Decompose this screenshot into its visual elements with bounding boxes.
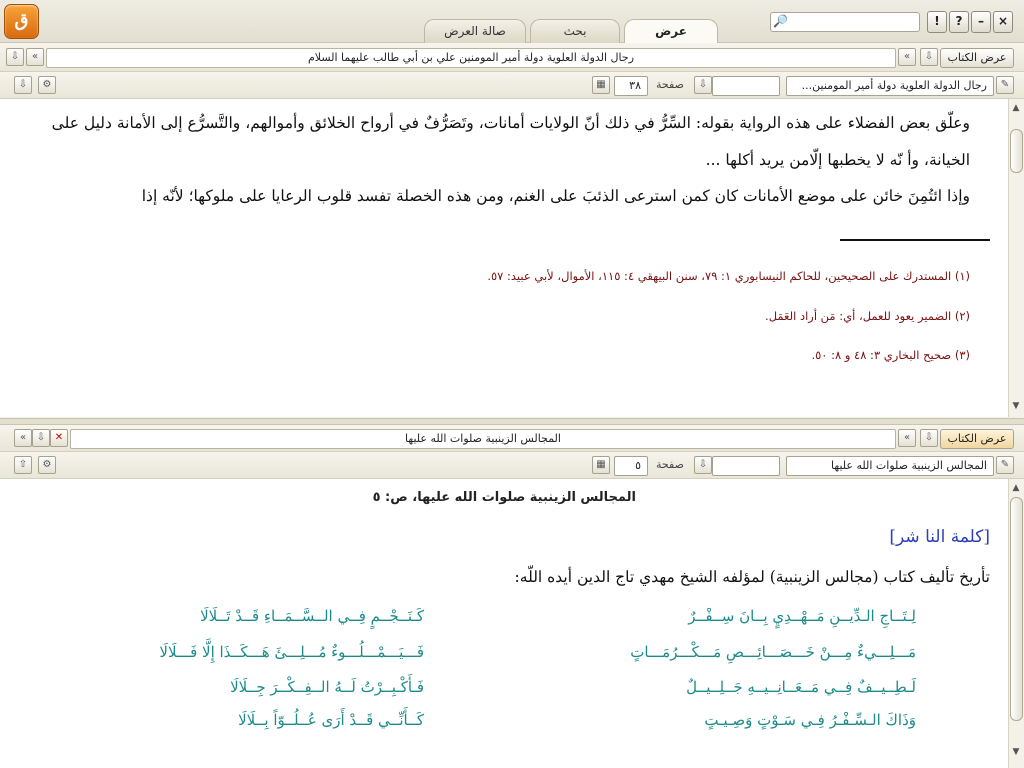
- panel1-page-label: صفحة: [656, 78, 684, 91]
- panel1-paragraph: الخيانة، وأ نّه لا يخطبها إلّامن يريد أكلها ...: [705, 151, 970, 169]
- panel2-close-icon[interactable]: ✕: [50, 429, 68, 447]
- panel1-toolbar: [0, 43, 1024, 72]
- tab-gallery[interactable]: صالة العرض: [424, 19, 526, 43]
- panel2-edit-icon[interactable]: ✎: [996, 456, 1014, 474]
- footnote-separator: [840, 239, 990, 241]
- panel2-toolbar: [0, 425, 1024, 452]
- panel1-edit-icon[interactable]: ✎: [996, 76, 1014, 94]
- panel2-show-book-button[interactable]: عرض الكتاب: [940, 429, 1014, 449]
- tab-view[interactable]: عرض: [624, 19, 718, 44]
- poem-verse-right: لَـطِــيــفٌ فِــي مَــعَــانِــيــهِ جَــلِــيــلٌ: [686, 678, 916, 696]
- intro-text: تأريخ تأليف كتاب (مجالس الزينبية) لمؤلفه الشيخ مهدي تاج الدين أيده اللّه:: [514, 568, 990, 586]
- minimize-button[interactable]: –: [971, 11, 991, 33]
- panel1-title: رجال الدولة العلوية دولة أمير المومنين علي بن أبي طالب عليهما السلام: [46, 48, 896, 68]
- footnote: (٢) الضمير يعود للعمل، أي: مَن أراد العَمَل.: [765, 309, 970, 323]
- footnote: (٣) صحيح البخاري ٣: ٤٨ و ٨: ٥٠.: [811, 348, 970, 362]
- panel2-content: [0, 479, 1008, 768]
- scroll-up-icon[interactable]: ▲: [1012, 483, 1020, 493]
- panel1-nav: [0, 72, 1024, 99]
- panel2-page-dropdown-icon[interactable]: ⇩: [694, 456, 712, 474]
- panel2-arrow-up-icon[interactable]: ⇧: [14, 456, 32, 474]
- poem-verse-left: فَـأَكْـبِــرْتُ لَــهُ الــفِــكْــرَ جِــلَالَا: [230, 678, 424, 696]
- panel-splitter[interactable]: [0, 418, 1024, 425]
- panel2-nav: [0, 452, 1024, 479]
- poem-verse-right: مَـــلِـــيءٌ مِـــنْ خَـــصَـــائِـــصِ مَـــكْـــرُمَـــاتٍ: [630, 643, 916, 661]
- app-logo[interactable]: ق: [4, 4, 39, 39]
- panel2-prev-icon[interactable]: «: [14, 429, 32, 447]
- panel2-next-icon[interactable]: «: [898, 429, 916, 447]
- search-input[interactable]: [770, 12, 920, 32]
- close-button[interactable]: ×: [993, 11, 1013, 33]
- panel1-pages-icon[interactable]: ▦: [592, 76, 610, 94]
- scroll-down-icon[interactable]: ▼: [1012, 401, 1020, 411]
- panel1-page-input[interactable]: ٣٨: [614, 76, 648, 96]
- panel2-tools-icon[interactable]: ⚙: [38, 456, 56, 474]
- footnote: (١) المستدرك على الصحيحين، للحاكم النيسابوري ١: ٧٩، سنن البيهقي ٤: ١١٥، الأموال، لأبي عبيد: ٥٧.: [487, 269, 970, 283]
- panel1-show-book-button[interactable]: عرض الكتاب: [940, 48, 1014, 68]
- info-button[interactable]: !: [927, 11, 947, 33]
- panel2-page-input[interactable]: ٥: [614, 456, 648, 476]
- scroll-up-icon[interactable]: ▲: [1012, 103, 1020, 113]
- panel2-down2-icon[interactable]: ⇩: [920, 429, 938, 447]
- section-title: [كلمة النا شر]: [889, 527, 990, 547]
- panel1-scroll-thumb[interactable]: [1010, 129, 1023, 173]
- panel1-book-select[interactable]: رجال الدولة العلوية دولة أمير المومنين...: [786, 76, 994, 96]
- panel1-page-dropdown-icon[interactable]: ⇩: [694, 76, 712, 94]
- panel1-content: [0, 99, 1008, 417]
- panel2-scroll-thumb[interactable]: [1010, 497, 1023, 721]
- poem-verse-right: لِـتَــاجِ الـدِّيــنِ مَــهْــدِيٍ بِــانَ سِــفْــرٌ: [688, 607, 916, 625]
- page-header: المجالس الزينبية صلوات الله عليها، ص: ٥: [372, 490, 636, 505]
- panel2-search-field[interactable]: [712, 456, 780, 476]
- panel1-down2-icon[interactable]: ⇩: [920, 48, 938, 66]
- search-icon[interactable]: 🔎: [773, 14, 788, 28]
- panel2-book-select[interactable]: المجالس الزينبية صلوات الله عليها: [786, 456, 994, 476]
- tab-search[interactable]: بحث: [530, 19, 620, 43]
- top-bar: [0, 0, 1024, 43]
- panel1-paragraph: وإذا ائتُمِنَ خائن على موضع الأمانات كان كمن استرعى الذئبَ على الغنم، ومن هذه الخصلة تفسد قلوب الرعايا على ملوكها؛ لأنّه إذا: [141, 187, 970, 205]
- panel2-scrollbar[interactable]: [1008, 479, 1023, 768]
- panel1-paragraph: وعلّق بعض الفضلاء على هذه الرواية بقوله: السِّرُّ في ذلك أنّ الولايات أمانات، وتَصَرُّفٌ في أرواح الخلائق وأموالهم، والتَّسرُّع إلى الأمانة دليل على: [51, 114, 970, 132]
- poem-verse-left: فَـــيَـــمْـــلُـــوءٌ مُـــلِـــئَ هَـــكَــذَا إِلَّا فَـــلَالَا: [159, 643, 424, 661]
- panel1-down-icon[interactable]: ⇩: [6, 48, 24, 66]
- panel1-next-icon[interactable]: «: [898, 48, 916, 66]
- panel1-scrollbar[interactable]: [1008, 99, 1023, 417]
- panel1-tools-icon[interactable]: ⚙: [38, 76, 56, 94]
- panel1-arrow-down-icon[interactable]: ⇩: [14, 76, 32, 94]
- poem-verse-right: وَذَاكَ الـسِّـفْـرُ فِـي سَـوْتٍ وَصِـيـتٍ: [704, 711, 916, 729]
- panel2-page-label: صفحة: [656, 458, 684, 471]
- scroll-down-icon[interactable]: ▼: [1012, 747, 1020, 757]
- panel2-title: المجالس الزينبية صلوات الله عليها: [70, 429, 896, 449]
- poem-verse-left: كَــأَنِّــي قَــدْ أَرَى عُــلُــوّاً بِــلَالَا: [238, 711, 424, 729]
- panel2-pages-icon[interactable]: ▦: [592, 456, 610, 474]
- help-button[interactable]: ?: [949, 11, 969, 33]
- panel2-down-icon[interactable]: ⇩: [32, 429, 50, 447]
- panel1-prev-icon[interactable]: «: [26, 48, 44, 66]
- panel1-search-field[interactable]: [712, 76, 780, 96]
- poem-verse-left: كَـنَــجْــمٍ فِــي الــسَّــمَــاءِ قَــدْ تَــلَالَا: [200, 607, 424, 625]
